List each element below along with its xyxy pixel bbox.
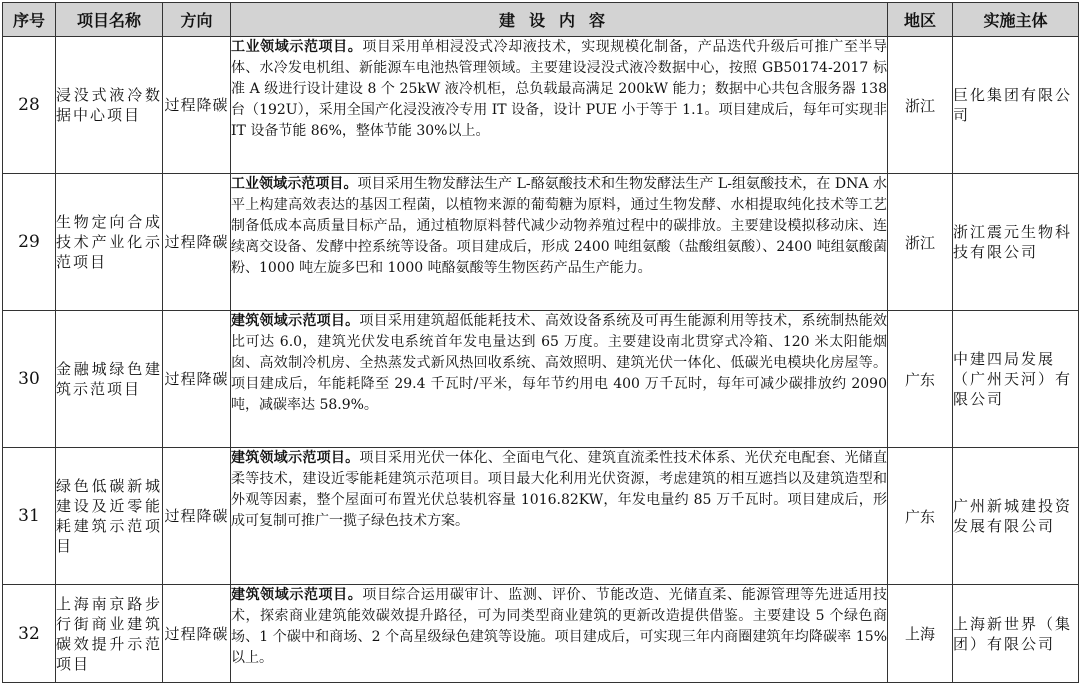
content-category: 建筑领域示范项目。 (231, 587, 363, 603)
header-region: 地区 (888, 3, 953, 37)
projects-table (2, 2, 1079, 683)
project-content (231, 585, 888, 683)
project-direction: 过程降碳 (163, 448, 231, 585)
project-region: 广东 (888, 311, 953, 448)
content-text: 项目综合运用碳审计、监测、评价、节能改造、光储直柔、能源管理等先进适用技术，探索商业建筑能效碳效提升路径，可为同类型商业建筑的更新改造提供借鉴。主要建设 5 个绿色商场、1 个碳中和商场、2 个高星级绿色建筑等设施。项目建成后，可实现三年内商圈建筑年均降碳率 15%以上。 (231, 587, 888, 666)
implementing-org: 中建四局发展（广州天河）有限公司 (953, 311, 1079, 448)
content-category: 工业领域示范项目。 (231, 176, 358, 192)
project-name: 绿色低碳新城建设及近零能耗建筑示范项目 (56, 448, 163, 585)
content-text: 项目采用建筑超低能耗技术、高效设备系统及可再生能源利用等技术，系统制热能效比可达 6.0，建筑光伏发电系统首年发电量达到 65 万度。主要建设南北贯穿式冷箱、120 米太阳能烟囱、高效制冷机房、全热蒸发式新风热回收系统、高效照明、建筑光伏一体化、低碳光电模块化房屋等。项目建成后，年能耗降至 29.4 千瓦时/平米，每年节约用电 400 万千瓦时，每年可减少碳排放约 2090 吨，减碳率达 58.9%。 (231, 313, 888, 413)
row-number: 31 (3, 448, 56, 585)
content-category: 建筑领域示范项目。 (231, 450, 360, 466)
project-region: 广东 (888, 448, 953, 585)
table-row (3, 37, 1079, 174)
project-content (231, 37, 888, 174)
implementing-org: 巨化集团有限公司 (953, 37, 1079, 174)
content-category: 工业领域示范项目。 (231, 39, 363, 55)
content-text: 项目采用光伏一体化、全面电气化、建筑直流柔性技术体系、光伏充电配套、光储直柔等技术，建设近零能耗建筑示范项目。项目最大化利用光伏资源，考虑建筑的相互遮挡以及建筑造型和外观等因素，整个屋面可布置光伏总装机容量 1016.82KW，年发电量约 85 万千瓦时。项目建成后，形成可复制可推广一揽子绿色技术方案。 (231, 450, 888, 529)
table-row (3, 174, 1079, 311)
project-content (231, 174, 888, 311)
project-content (231, 311, 888, 448)
implementing-org: 上海新世界（集团）有限公司 (953, 585, 1079, 683)
row-number: 28 (3, 37, 56, 174)
implementing-org: 浙江震元生物科技有限公司 (953, 174, 1079, 311)
table-row (3, 585, 1079, 683)
header-num: 序号 (3, 3, 56, 37)
table-row (3, 448, 1079, 585)
project-name: 浸没式液冷数据中心项目 (56, 37, 163, 174)
project-direction: 过程降碳 (163, 37, 231, 174)
project-region: 上海 (888, 585, 953, 683)
project-region: 浙江 (888, 174, 953, 311)
row-number: 32 (3, 585, 56, 683)
project-direction: 过程降碳 (163, 174, 231, 311)
content-category: 建筑领域示范项目。 (231, 313, 360, 329)
header-content (231, 3, 888, 37)
project-name: 上海南京路步行街商业建筑碳效提升示范项目 (56, 585, 163, 683)
project-name: 金融城绿色建筑示范项目 (56, 311, 163, 448)
header-name: 项目名称 (56, 3, 163, 37)
implementing-org: 广州新城建投资发展有限公司 (953, 448, 1079, 585)
content-text: 项目采用单相浸没式冷却液技术，实现规模化制备，产品迭代升级后可推广至半导体、水冷发电机组、新能源车电池热管理领域。主要建设浸没式液冷数据中心，按照 GB50174-2017 标准 A 级进行设计建设 8 个 25kW 液冷机柜，总负载最高满足 200kW 能力；数据中心共包含服务器 138 台（192U），采用全国产化浸没液冷专用 IT 设备，设计 PUE 小于等于 1.1。项目建成后，每年可实现非 IT 设备节能 86%，整体节能 30%以上。 (231, 39, 888, 139)
project-direction: 过程降碳 (163, 585, 231, 683)
project-region: 浙江 (888, 37, 953, 174)
table-row (3, 311, 1079, 448)
project-direction: 过程降碳 (163, 311, 231, 448)
project-name: 生物定向合成技术产业化示范项目 (56, 174, 163, 311)
header-content-label: 建设内容 (498, 11, 619, 30)
table-header (3, 3, 1079, 37)
row-number: 30 (3, 311, 56, 448)
header-org: 实施主体 (953, 3, 1079, 37)
table-body (3, 37, 1079, 683)
row-number: 29 (3, 174, 56, 311)
project-content (231, 448, 888, 585)
header-direction: 方向 (163, 3, 231, 37)
header-row (3, 3, 1079, 37)
content-text: 项目采用生物发酵法生产 L-酪氨酸技术和生物发酵法生产 L-组氨酸技术，在 DNA 水平上构建高效表达的基因工程菌，以植物来源的葡萄糖为原料，通过生物发酵、水相提取纯化技术等工艺制备低成本高质量目标产品，通过植物原料替代减少动物养殖过程中的碳排放。主要建设模拟移动床、连续离交设备、发酵中控系统等设备。项目建成后，形成 2400 吨组氨酸（盐酸组氨酸）、2400 吨组氨酸菌粉、1000 吨左旋多巴和 1000 吨酪氨酸等生物医药产品生产能力。 (231, 176, 887, 276)
